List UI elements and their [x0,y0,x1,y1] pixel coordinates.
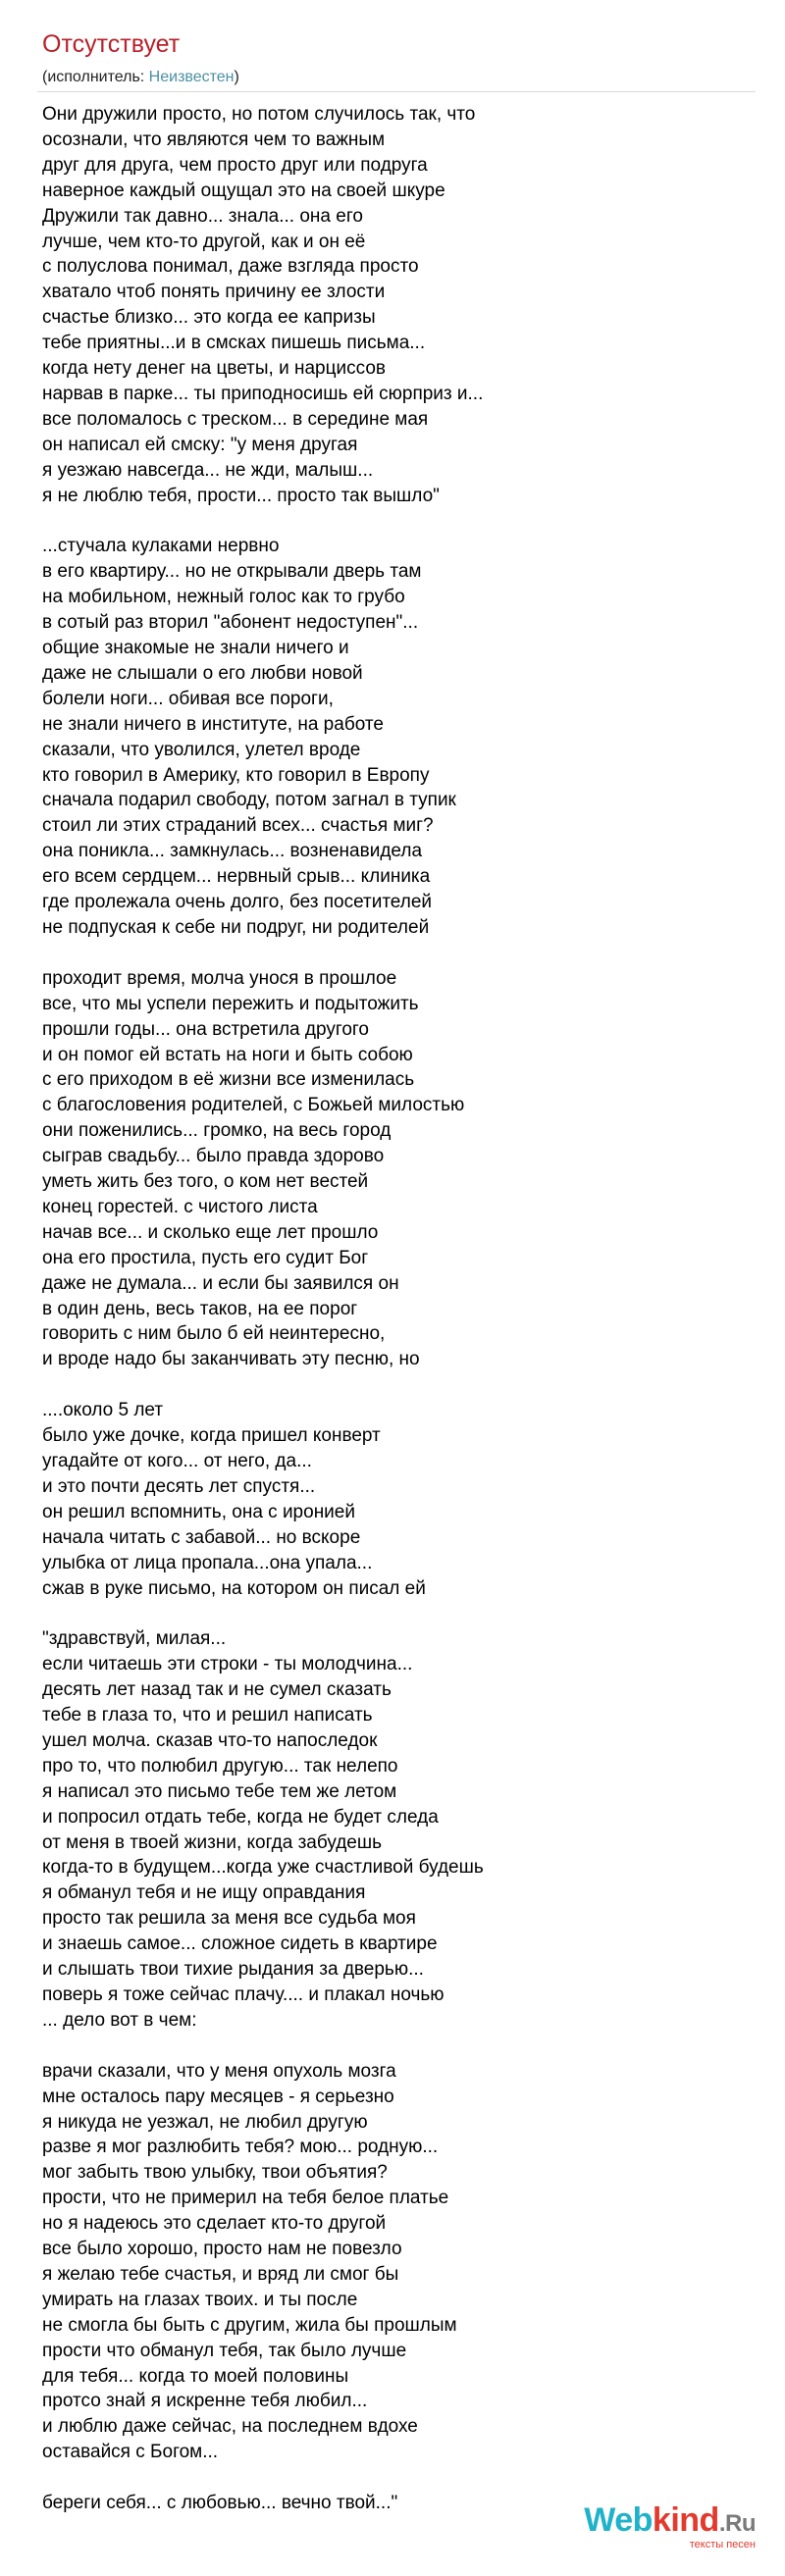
lyric-line: я желаю тебе счастья, и вряд ли смог бы [42,2263,399,2285]
lyric-line: умирать на глазах твоих. и ты после [42,2289,358,2310]
stanza-break [42,2465,756,2491]
lyric-line: болели ноги... обивая все пороги, [42,688,334,709]
logo-tagline: тексты песен [689,2539,756,2550]
stanza-break [42,1601,756,1626]
lyric-line: улыбка от лица пропала...она упала... [42,1552,373,1573]
lyric-line: угадайте от кого... от него, да... [42,1450,312,1471]
lyric-line: мог забыть твою улыбку, твои объятия? [42,2162,388,2184]
lyric-line: она его простила, пусть его судит Бог [42,1247,369,1268]
lyric-line: она поникла... замкнулась... возненавидела [42,841,423,862]
lyric-line: тебе в глаза то, что и решил написать [42,1705,373,1726]
artist-suffix: ) [234,69,239,85]
lyric-line: и слышать твои тихие рыдания за дверью... [42,1959,424,1981]
lyric-line: все было хорошо, просто нам не повезло [42,2239,402,2260]
lyric-line: для тебя... когда то моей половины [42,2365,349,2387]
artist-line [42,69,756,86]
lyric-line: где пролежала очень долго, без посетителей [42,892,433,913]
lyric-line: наверное каждый ощущал это на своей шкуре [42,180,445,201]
lyric-line: Они дружили просто, но потом случилось так, что [42,104,476,125]
lyric-line: даже не думала... и если бы заявился он [42,1272,399,1294]
lyric-line: врачи сказали, что у меня опухоль мозга [42,2060,396,2082]
site-logo[interactable] [584,2503,756,2550]
lyric-line: его всем сердцем... нервный срыв... клиника [42,866,431,888]
lyric-line: я уезжаю навсегда... не жди, малыш... [42,459,374,481]
lyric-line: они поженились... громко, на весь город [42,1120,392,1142]
lyric-line: он решил вспомнить, она с иронией [42,1501,355,1522]
lyric-line: не знали ничего в институте, на работе [42,713,384,735]
lyric-line: даже не слышали о его любви новой [42,662,363,684]
lyric-line: сказали, что уволился, улетел вроде [42,739,361,760]
logo-web-text: Web [584,2501,653,2539]
lyric-line: стоил ли этих страданий всех... счастья миг? [42,815,434,837]
lyric-line: береги себя... с любовью... вечно твой..." [42,2493,398,2514]
lyric-line: лучше, чем кто-то другой, как и он её [42,231,366,252]
artist-link[interactable]: Неизвестен [148,69,235,85]
lyric-line: и вроде надо бы заканчивать эту песню, но [42,1349,420,1370]
lyric-line: и люблю даже сейчас, на последнем вдохе [42,2416,418,2438]
lyric-line: в сотый раз вторил "абонент недоступен"... [42,612,419,634]
lyric-line: и он помог ей встать на ноги и быть собою [42,1044,413,1065]
lyric-line: ушел молча. сказав что-то напоследок [42,1729,378,1751]
lyrics-text [42,102,756,2516]
lyric-line: поверь я тоже сейчас плачу.... и плакал ночью [42,1984,445,2005]
lyric-line: "здравствуй, милая... [42,1628,227,1650]
lyric-line: начала читать с забавой... но вскоре [42,1526,361,1548]
lyric-line: оставайся с Богом... [42,2442,219,2463]
lyric-line: и знаешь самое... сложное сидеть в квартире [42,1933,438,1955]
lyric-line: десять лет назад так и не сумел сказать [42,1679,392,1701]
lyric-line: я никуда не уезжал, не любил другую [42,2111,368,2133]
lyric-line: говорить с ним было б ей неинтересно, [42,1323,386,1345]
lyric-line: когда-то в будущем...когда уже счастливой будешь [42,1857,484,1879]
lyric-line: осознали, что являются чем то важным [42,129,386,150]
lyric-line: нарвав в парке... ты приподносишь ей сюрприз и... [42,383,484,404]
lyric-line: в его квартиру... но не открывали дверь там [42,561,422,583]
stanza-break [42,2034,756,2059]
lyric-line: было уже дочке, когда пришел конверт [42,1425,381,1447]
lyric-line: я написал это письмо тебе тем же летом [42,1780,397,1802]
lyric-line: на мобильном, нежный голос как то грубо [42,587,405,608]
lyric-line: друг для друга, чем просто друг или подруга [42,154,428,176]
lyric-line: не смогла бы быть с другим, жила бы прошлым [42,2314,457,2336]
song-title: Отсутствует [42,30,181,58]
lyric-line: тебе приятны...и в смсках пишешь письма... [42,333,426,354]
lyric-line: не подпуская к себе ни подруг, ни родителей [42,916,430,938]
lyric-line: но я надеюсь это сделает кто-то другой [42,2213,387,2235]
lyric-line: общие знакомые не знали ничего и [42,638,349,659]
lyric-line: когда нету денег на цветы, и нарциссов [42,358,386,380]
song-header [42,29,756,86]
lyric-line: с благословения родителей, с Божьей милостью [42,1095,465,1116]
lyric-line: я не люблю тебя, прости... просто так вышло" [42,485,440,506]
lyric-line: сначала подарил свободу, потом загнал в тупик [42,790,456,811]
logo-kind-text: kind [652,2501,719,2539]
lyric-line: с его приходом в её жизни все изменилась [42,1069,415,1091]
lyric-line: все, что мы успели пережить и подытожить [42,993,419,1014]
stanza-break [42,509,756,535]
lyric-line: если читаешь эти строки - ты молодчина... [42,1654,413,1675]
lyric-line: ...стучала кулаками нервно [42,536,280,557]
lyric-line: начав все... и сколько еще лет прошло [42,1221,379,1243]
lyric-line: проходит время, молча унося в прошлое [42,967,397,989]
lyric-line: сыграв свадьбу... было правда здорово [42,1146,385,1167]
lyric-line: конец горестей. с чистого листа [42,1196,318,1217]
lyric-line: про то, что полюбил другую... так нелепо [42,1755,398,1777]
lyric-line: разве я мог разлюбить тебя? мою... родную... [42,2137,439,2158]
lyric-line: прости, что не примерил на тебя белое платье [42,2188,449,2209]
lyric-line: сжав в руке письмо, на котором он писал ей [42,1577,426,1599]
lyric-line: все поломалось с треском... в середине мая [42,408,429,430]
lyric-line: ... дело вот в чем: [42,2009,197,2031]
lyric-line: он написал ей смску: "у меня другая [42,434,358,455]
lyric-line: кто говорил в Америку, кто говорил в Европу [42,764,430,786]
lyric-line: счастье близко... это когда ее капризы [42,307,376,329]
lyric-line: протсо знай я искренне тебя любил... [42,2391,368,2412]
lyric-line: и это почти десять лет спустя... [42,1475,316,1497]
lyric-line: хватало чтоб понять причину ее злости [42,282,386,303]
lyric-line: и попросил отдать тебе, когда не будет следа [42,1806,439,1828]
lyric-line: ....около 5 лет [42,1400,164,1421]
logo-domain-text: .Ru [718,2510,756,2537]
lyric-line: я обманул тебя и не ищу оправдания [42,1882,366,1904]
lyric-line: от меня в твоей жизни, когда забудешь [42,1831,383,1853]
lyric-line: прости что обманул тебя, так было лучше [42,2340,407,2361]
stanza-break [42,941,756,966]
artist-prefix: (исполнитель: [42,69,149,85]
lyric-line: в один день, весь таков, на ее порог [42,1298,358,1319]
lyric-line: уметь жить без того, о ком нет вестей [42,1171,369,1193]
lyric-line: прошли годы... она встретила другого [42,1018,370,1040]
lyric-line: мне осталось пару месяцев - я серьезно [42,2086,394,2107]
lyric-line: Дружили так давно... знала... она его [42,205,363,227]
lyric-line: с полуслова понимал, даже взгляда просто [42,256,419,278]
stanza-break [42,1372,756,1398]
header-divider [37,91,756,92]
lyric-line: просто так решила за меня все судьба моя [42,1908,416,1930]
